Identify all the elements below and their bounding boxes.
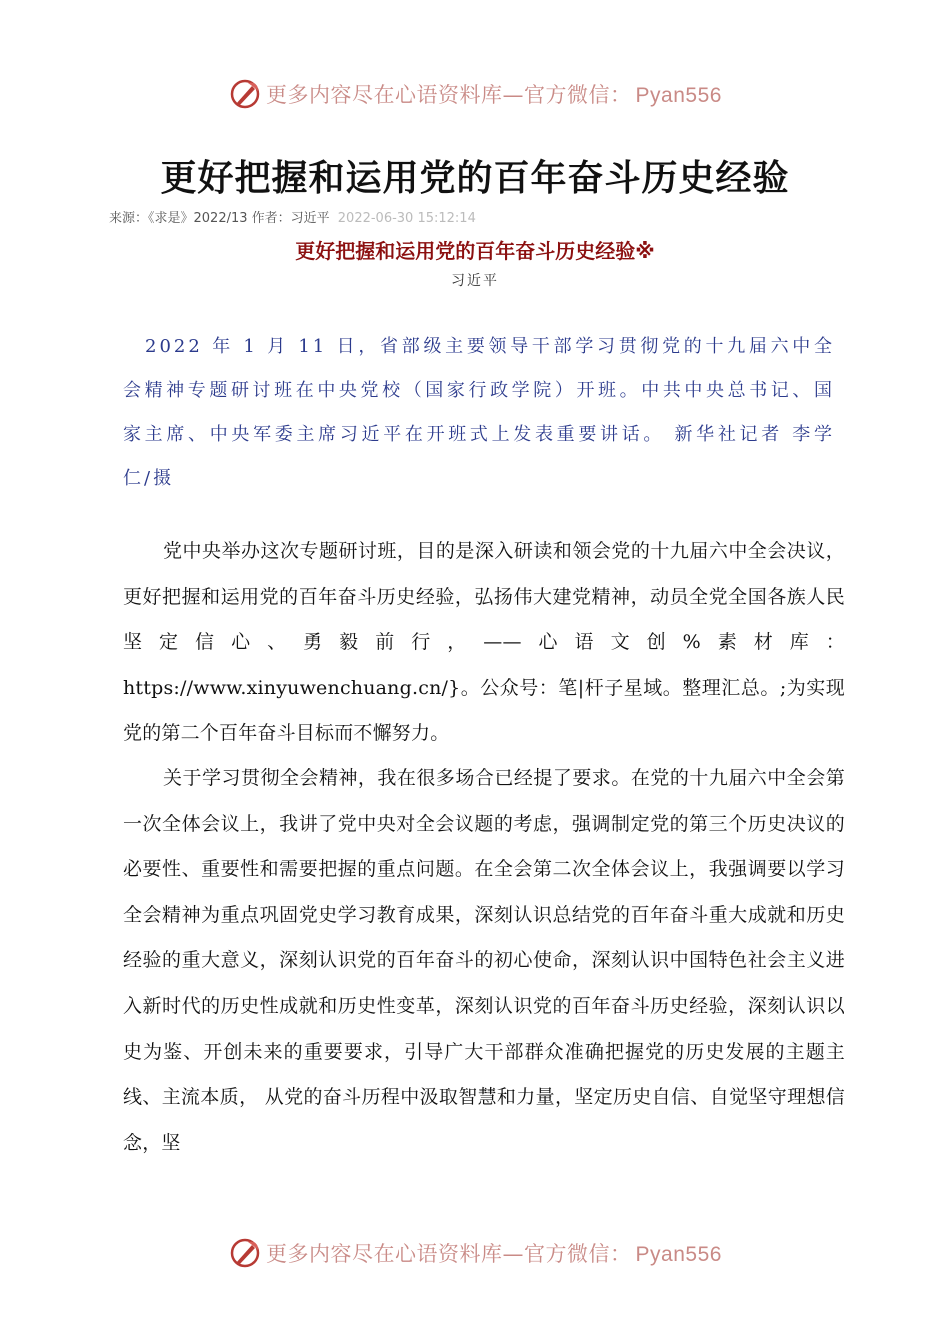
wechat-id: Pyan556 [635, 84, 722, 107]
wechat-id: Pyan556 [635, 1243, 722, 1266]
body-paragraph-1: 党中央举办这次专题研讨班，目的是深入研读和领会党的十九届六中全会决议，更好把握和运用党的百年奋斗历史经验，弘扬伟大建党精神，动员全党全国各族人民坚定信心、勇毅前行，——心语文创%素材库：https://www.xinyuwenchuang.cn/}。公众号：笔|杆子星域。整理汇总。;为实现党的第二个百年奋斗目标而不懈努力。 [123, 540, 845, 745]
article-subtitle: 更好把握和运用党的百年奋斗历史经验※ [295, 239, 655, 263]
header-banner [0, 72, 950, 116]
article-meta [109, 207, 476, 226]
photo-caption: 2022 年 1 月 11 日，省部级主要领导干部学习贯彻党的十九届六中全会精神专题研讨班在中央党校（国家行政学院）开班。中共中央总书记、国家主席、中央军委主席习近平在开班式上发表重要讲话。 新华社记者 李学仁/摄 [123, 336, 835, 489]
source-author: 来源：《求是》2022/13 作者：习近平 [109, 211, 330, 226]
body-paragraph-2: 关于学习贯彻全会精神，我在很多场合已经提了要求。在党的十九届六中全会第一次全体会议上，我讲了党中央对全会议题的考虑，强调制定党的第三个历史决议的必要性、重要性和需要把握的重点问题。在全会第二次全体会议上，我强调要以学习全会精神为重点巩固党史学习教育成果，深刻认识总结党的百年奋斗重大成就和历史经验的重大意义，深刻认识党的百年奋斗的初心使命，深刻认识中国特色社会主义进入新时代的历史性成就和历史性变革，深刻认识党的百年奋斗历史经验，深刻认识以史为鉴、开创未来的重要要求，引导广大干部群众准确把握党的历史发展的主题主线、主流本质， 从党的奋斗历程中汲取智慧和力量，坚定历史自信、自觉坚守理想信念，坚 [123, 767, 845, 1154]
timestamp: 2022-06-30 15:12:14 [337, 211, 476, 226]
footer-banner [0, 1231, 950, 1275]
page-title: 更好把握和运用党的百年奋斗历史经验 [160, 158, 790, 199]
quill-pen-logo-icon [228, 1236, 262, 1270]
banner-text: 更多内容尽在心语资料库—官方微信： Pyan556 [266, 83, 722, 107]
banner-text: 更多内容尽在心语资料库—官方微信： Pyan556 [266, 1242, 722, 1266]
quill-pen-logo-icon [228, 77, 262, 111]
author-name: 习近平 [451, 273, 499, 289]
